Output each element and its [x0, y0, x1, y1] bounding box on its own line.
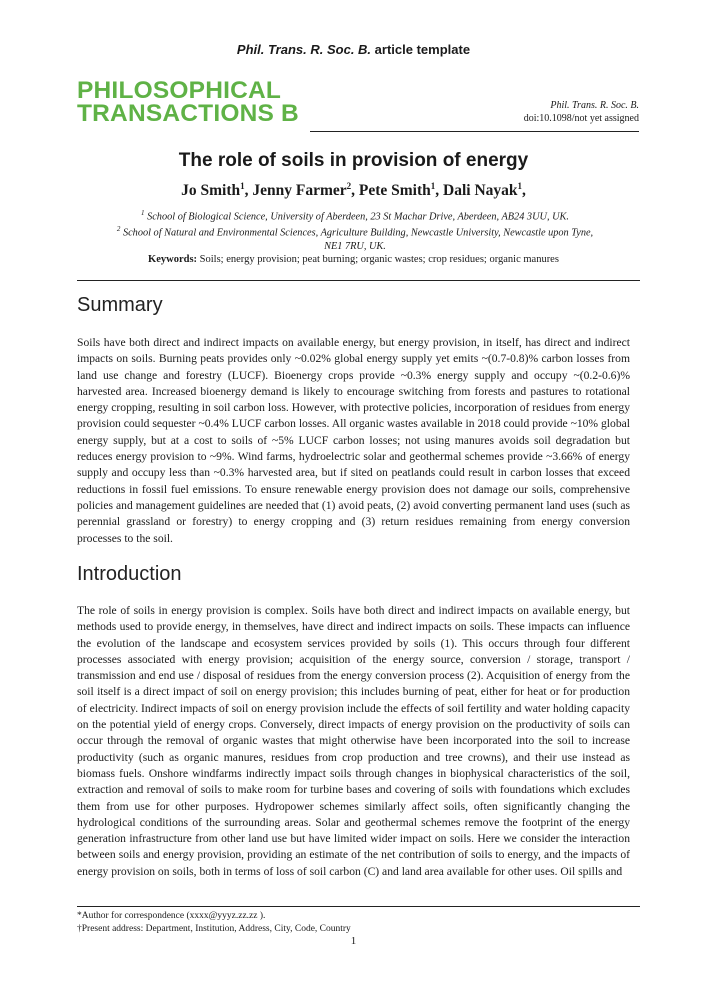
- logo-line-2: TRANSACTIONS B: [77, 100, 299, 127]
- footnotes: [77, 910, 351, 936]
- correspondence-note: *Author for correspondence (xxxx@yyyz.zz.zz ).: [77, 911, 266, 921]
- author-list: [0, 181, 707, 200]
- journal-logo: [77, 79, 299, 125]
- affiliations: [110, 207, 600, 253]
- citation-journal: Phil. Trans. R. Soc. B.: [550, 100, 639, 111]
- citation-block: [524, 99, 639, 125]
- keywords-label: Keywords:: [148, 254, 198, 265]
- header-rule: [310, 131, 639, 132]
- author: Jenny Farmer$^2$,: [252, 181, 359, 200]
- introduction-text: The role of soils in energy provision is complex. Soils have both direct and indirect impacts on available energy, but methods used to provide energy, in themselves, have direct and indirect impacts on soils. These impacts can influence the evolution of the landscape and ecosystem services provided by soils (1). This occurs through four different processes associated with energy provision; acquisition of the energy source, conversion / storage, transport / transmission and end use / disposal of residues from the energy conversion process (2). Acquisition of energy from the soil itself is a direct impact of soil on energy provision; this includes burning of peat, either for heat or for production of electricity. Indirect impacts of soil on energy provision include the effects of soil fertility and water holding capacity on the potential yield of energy crops. Conversely, direct impacts of energy provision on the productivity of soils can occur through the removal of organic wastes that might otherwise have been incorporated into the soil to increase productivity (such as organic manures, residues from crop production and tree crowns), and their use instead as biomass fuels. Onshore windfarms indirectly impact soils through changes in biophysical characteristics of the soil, extraction and removal of soils to make room for turbine bases and covering of soils with foundations which excludes them from use for other purposes. Hydropower schemes similarly affect soils, often significantly changing the hydrological conditions of the surrounding areas. Solar and geothermal schemes remove the footprint of the energy generation infrastructure from other land use but have limited wider impact on soils. Here we consider the interaction between soils and energy provision, providing an estimate of the net contribution of soils to energy, and the impacts of energy provision on soils, both in terms of loss of soil carbon (C) and land area available for other uses. Oil spills and: [77, 604, 630, 878]
- affiliation: $^2$ School of Natural and Environmental Sciences, Agriculture Building, Newcastle University, Newcastle upon Tyne, NE1 7RU, UK.: [116, 225, 594, 252]
- template-title: Phil. Trans. R. Soc. B. article template: [236, 42, 471, 57]
- keywords-rule: [77, 280, 640, 281]
- introduction-heading: Introduction: [77, 563, 182, 585]
- keywords: [0, 254, 707, 265]
- page-number: 1: [350, 935, 357, 947]
- affiliation: $^1$ School of Biological Science, University of Aberdeen, 23 St Machar Drive, Aberdeen, AB24 3UU, UK.: [141, 209, 569, 223]
- citation-doi: doi:10.1098/not yet assigned: [523, 113, 639, 124]
- summary-heading: Summary: [77, 294, 163, 316]
- summary-text: Soils have both direct and indirect impacts on available energy, but energy provision, in itself, has direct and indirect impacts on soils. Burning peats provides only ~0.02% global energy supply yet emits ~(0.7-0.8)% carbon losses from land use change and forestry (LUCF). Bioenergy crops provide ~0.3% energy supply and occupy ~(0.2-0.6)% harvested area. Increased bioenergy demand is likely to encourage switching from forests and pastures to rotational energy cropping, resulting in soil carbon loss. However, with protective policies, incorporation of residues from energy provision could sequester ~0.4% LUCF carbon losses. All organic wastes available in 2018 could provide ~10% global energy supply, but at a cost to soils of ~5% LUCF carbon losses; not using manures avoids soil degradation but reduces energy provision to ~9%. Wind farms, hydroelectric solar and geothermal schemes provide ~3.66% of energy supply and occupy less than ~0.3% harvested area, but if sited on peatlands could result in carbon losses that exceed reductions in fossil fuel emissions. To ensure renewable energy provision does not damage our soils, comprehensive policies and management guidelines are needed that (1) avoid peats, (2) avoid converting permanent land uses (such as perennial grassland or forestry) to energy cropping and (3) return residues remaining from energy conversion processes to the soil.: [77, 336, 630, 545]
- author: Jo Smith$^1$,: [181, 181, 253, 200]
- author: Pete Smith$^1$,: [358, 181, 444, 200]
- footnote-rule: [77, 906, 640, 907]
- article-title: The role of soils in provision of energy: [178, 150, 529, 171]
- present-address-note: †Present address: Department, Institution, Address, City, Code, Country: [77, 924, 351, 934]
- keywords-list: Soils; energy provision; peat burning; organic wastes; crop residues; organic manures: [197, 254, 559, 265]
- logo-line-1: PHILOSOPHICAL: [77, 77, 282, 104]
- author: Dali Nayak$^1$,: [443, 181, 526, 200]
